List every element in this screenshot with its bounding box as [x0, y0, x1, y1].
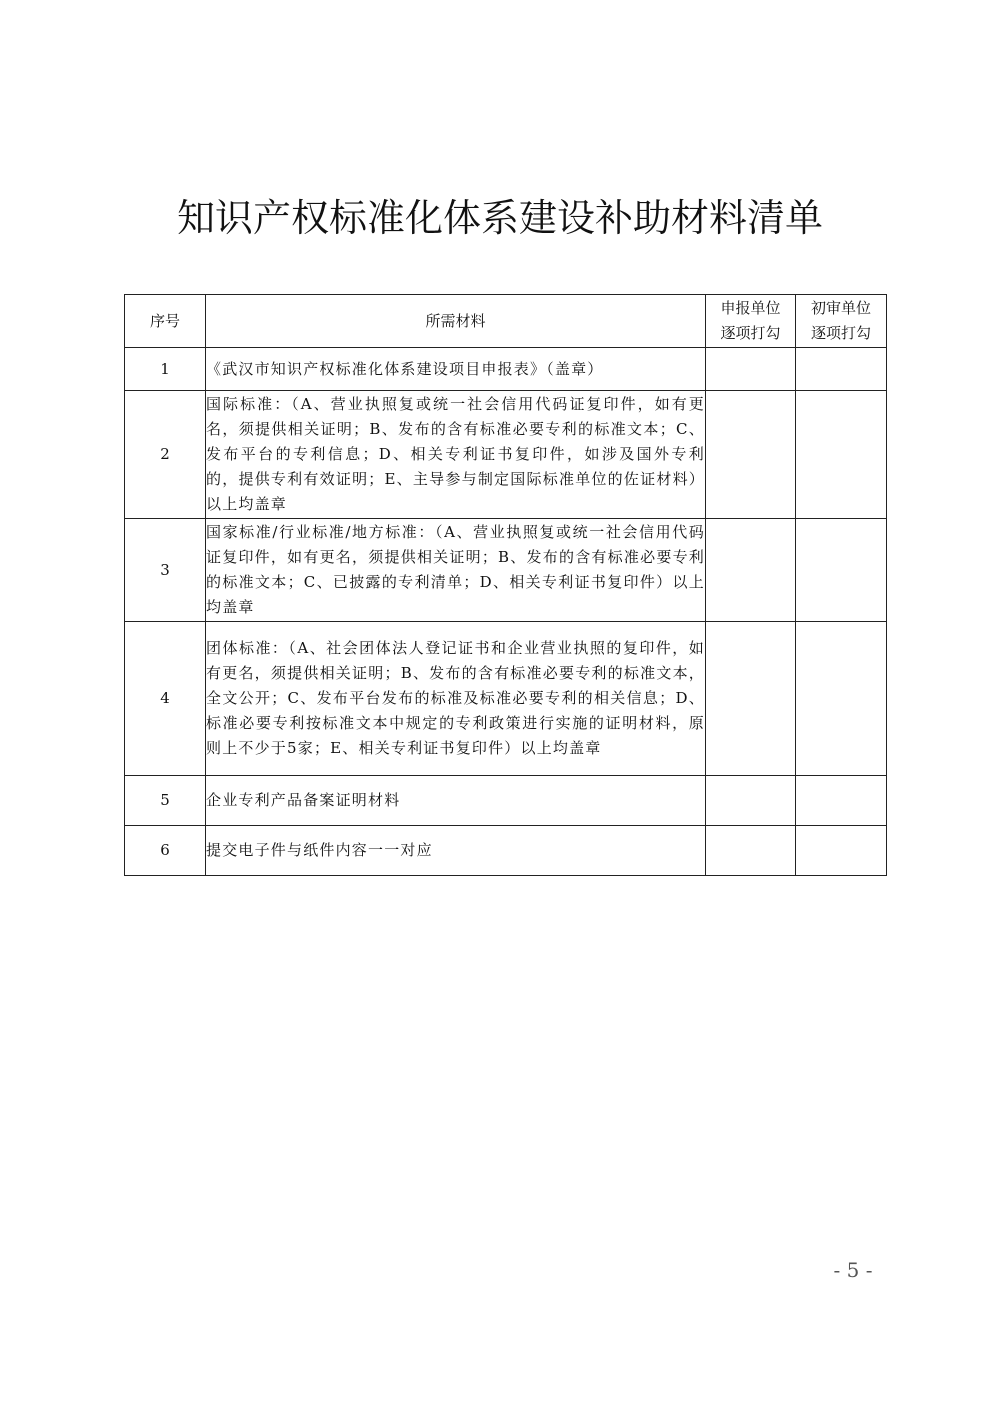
row-seq: 3 [125, 519, 206, 622]
header-materials: 所需材料 [206, 295, 706, 348]
header-reviewer-line1: 初审单位 [810, 299, 871, 317]
reviewer-check-cell[interactable] [796, 826, 887, 876]
header-applicant-line1: 申报单位 [720, 299, 781, 317]
applicant-check-cell[interactable] [706, 826, 796, 876]
applicant-check-cell[interactable] [706, 776, 796, 826]
table-row [125, 348, 887, 391]
header-seq: 序号 [125, 295, 206, 348]
reviewer-check-cell[interactable] [796, 391, 887, 519]
applicant-check-cell[interactable] [706, 622, 796, 776]
row-materials: 国家标准/行业标准/地方标准：（A、营业执照复或统一社会信用代码证复印件，如有更名，须提供相关证明；B、发布的含有标准必要专利的标准文本；C、已披露的专利清单；D、相关专利证书复印件）以上均盖章 [206, 519, 706, 622]
table-row [125, 519, 887, 622]
header-applicant-line2: 逐项打勾 [720, 324, 781, 342]
table-row [125, 622, 887, 776]
reviewer-check-cell[interactable] [796, 622, 887, 776]
reviewer-check-cell[interactable] [796, 519, 887, 622]
row-seq: 5 [125, 776, 206, 826]
row-seq: 4 [125, 622, 206, 776]
row-materials: 《武汉市知识产权标准化体系建设项目申报表》（盖章） [206, 348, 706, 391]
applicant-check-cell[interactable] [706, 348, 796, 391]
table-row [125, 776, 887, 826]
reviewer-check-cell[interactable] [796, 776, 887, 826]
header-applicant-check [706, 295, 796, 348]
reviewer-check-cell[interactable] [796, 348, 887, 391]
header-reviewer-line2: 逐项打勾 [810, 324, 871, 342]
table-header-row [125, 295, 887, 348]
table-row [125, 391, 887, 519]
row-materials: 团体标准：（A、社会团体法人登记证书和企业营业执照的复印件，如有更名，须提供相关证明；B、发布的含有标准必要专利的标准文本，全文公开；C、发布平台发布的标准及标准必要专利的相关信息；D、标准必要专利按标准文本中规定的专利政策进行实施的证明材料，原则上不少于5家；E、相关专利证书复印件）以上均盖章 [206, 622, 706, 776]
table-row [125, 826, 887, 876]
row-seq: 2 [125, 391, 206, 519]
header-reviewer-check [796, 295, 887, 348]
page-title: 知识产权标准化体系建设补助材料清单 [176, 196, 823, 240]
row-materials: 国际标准：（A、营业执照复或统一社会信用代码证复印件，如有更名，须提供相关证明；B、发布的含有标准必要专利的标准文本；C、发布平台的专利信息；D、相关专利证书复印件，如涉及国外专利的，提供专利有效证明；E、主导参与制定国际标准单位的佐证材料）以上均盖章 [206, 391, 706, 519]
page-number: - 5 - [833, 1258, 873, 1282]
applicant-check-cell[interactable] [706, 391, 796, 519]
row-materials: 企业专利产品备案证明材料 [206, 776, 706, 826]
row-materials: 提交电子件与纸件内容一一对应 [206, 826, 706, 876]
materials-table [124, 294, 887, 876]
row-seq: 6 [125, 826, 206, 876]
applicant-check-cell[interactable] [706, 519, 796, 622]
row-seq: 1 [125, 348, 206, 391]
